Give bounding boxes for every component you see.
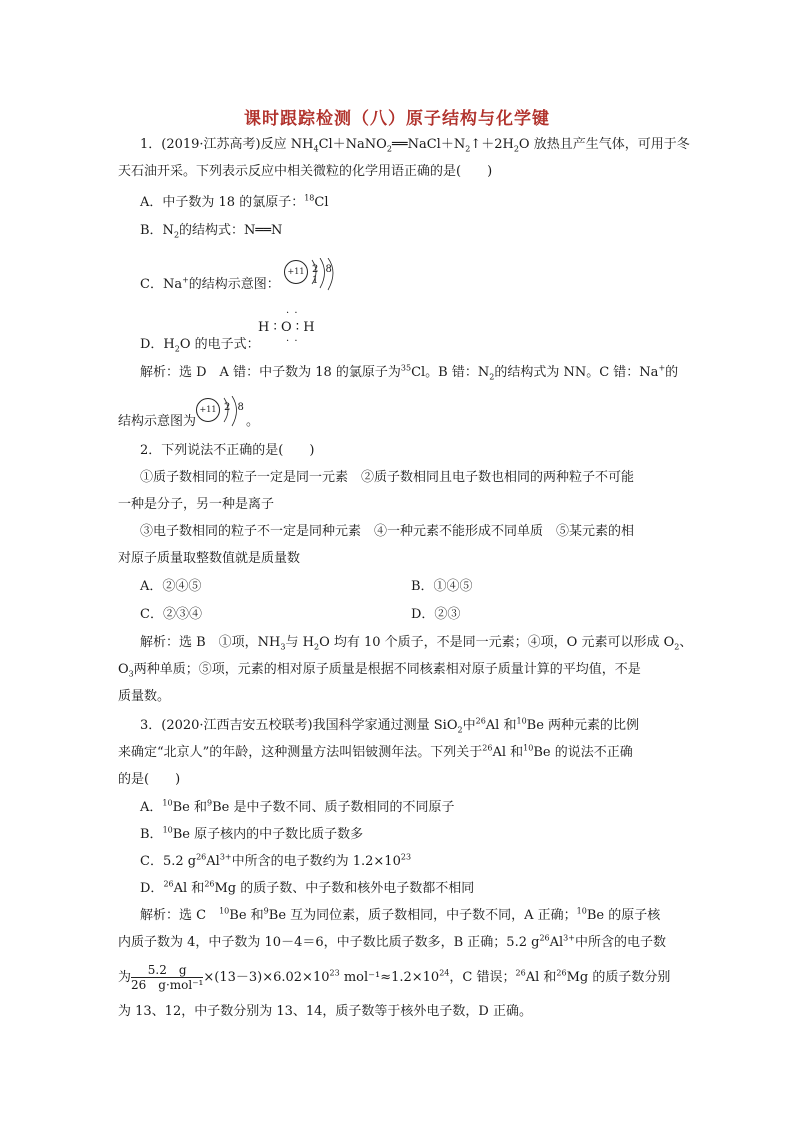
q1-stem-line2: 天石油开采。下列表示反应中相关微粒的化学用语正确的是( ) <box>118 164 493 179</box>
h2o-electron-formula: · · H ∶ O ∶ H · · <box>258 308 315 347</box>
q2-stem: 2．下列说法不正确的是( ) <box>140 443 315 458</box>
q2-statement-1: ①质子数相同的粒子一定是同一元素 ②质子数相同且电子数也相同的两种粒子不可能 <box>140 470 635 485</box>
q1-analysis-line2: 结构示意图为 <box>118 414 197 429</box>
q1-option-b: B．$N_2$的结构式：N══N <box>140 223 283 240</box>
q3-option-c: C．5.2 $g^{26}Al^{3+}$中所含的电子数约为 $1.2\times 10^{23}$ <box>140 852 412 869</box>
q2-statement-2: 一种是分子，另一种是离子 <box>118 497 275 512</box>
electron-shells-icon <box>196 396 252 432</box>
q1-option-c: C．Na+的结构示意图： <box>140 275 280 292</box>
mass-fraction: $\frac{5.2 g}{\text{26 g·mol⁻¹}}$ <box>131 963 204 992</box>
q2-analysis-line2: $O_3$两种单质；⑤项，元素的相对原子质量是根据不同核素相对原子质量计算的平均值，不是 <box>118 662 641 679</box>
q3-analysis-line4: 为 13、12，中子数分别为 13、14，质子数等于核外电子数，D 正确。 <box>118 1004 532 1019</box>
page-title: 课时跟踪检测（八）原子结构与化学键 <box>244 109 550 129</box>
q1-option-d: D．$H_2O$ 的电子式： <box>140 337 260 354</box>
q2-option-d: D．②③ <box>411 607 461 622</box>
q2-option-a: A．②④⑤ <box>140 579 202 594</box>
q1-stem-line1: 1．(2019·江苏高考)反应 $NH_4Cl+NaNO_2══NaCl+N_2↑+2H_2O$ 放热且产生气体，可用于冬 <box>140 137 690 154</box>
q2-statement-3: ③电子数相同的粒子不一定是同种元素 ④一种元素不能形成不同单质 ⑤某元素的相 <box>140 524 635 539</box>
q2-analysis-line3: 质量数。 <box>118 689 171 704</box>
q1-option-a: A．中子数为 18 的氯原子：$^{18}$Cl <box>140 193 329 210</box>
q3-stem-line3: 的是( ) <box>118 772 181 787</box>
q1-analysis-end: 。 <box>246 414 260 429</box>
q2-statement-4: 对原子质量取整数值就是质量数 <box>118 551 301 566</box>
q3-analysis-line2: 内质子数为 4，中子数为 10－4＝6，中子数比质子数多，B 正确；5.2 $g^{26}Al^{3+}$中所含的电子数 <box>118 933 666 950</box>
q2-option-b: B．①④⑤ <box>411 579 473 594</box>
electron-shells-icon <box>284 258 344 298</box>
q3-option-a: A．$^{10}$Be 和$^9$Be 是中子数不同、质子数相同的不同原子 <box>140 798 455 815</box>
q3-analysis-line1: 解析：选 C $^{10}$Be 和$^9$Be 互为同位素，质子数相同，中子数不同，A 正确；$^{10}$Be 的原子核 <box>140 906 661 923</box>
q2-analysis-line1: 解析：选 B ①项，$NH_3$与 $H_2O$ 均有 10 个质子，不是同一元素；④项，O 元素可以形成 $O_2$、 <box>140 635 693 652</box>
q3-option-d: D．$^{26}$Al 和$^{26}$Mg 的质子数、中子数和核外电子数都不相同 <box>140 879 475 896</box>
na-ion-structure-diagram: +11 2 8 1 <box>284 258 344 298</box>
q3-stem-line2: 来确定“北京人”的年龄，这种测量方法叫铝铍测年法。下列关于$^{26}$Al 和$^{10}$Be 的说法不正确 <box>118 743 633 760</box>
q3-stem-line1: 3．(2020·江西吉安五校联考)我国科学家通过测量 SiO$_2$中$^{26}$Al 和$^{10}$Be 两种元素的比例 <box>140 716 640 735</box>
q3-option-b: B．$^{10}$Be 原子核内的中子数比质子数多 <box>140 825 364 842</box>
q1-analysis-line1: 解析：选 D A 错：中子数为 18 的氯原子为$^{35}$Cl。B 错：$N_2$的结构式为 NN。C 错：Na+的 <box>140 363 679 382</box>
q2-option-c: C．②③④ <box>140 607 202 622</box>
q3-analysis-line3: 为 $\frac{5.2 g}{\text{26 g·mol⁻¹}}$ $\times(13-3)\times 6.02\times 10^{23}$ $mol^{-1}\approx 1.2\times 10^{24}$，C 错误；$^{26}$Al 和$^{26}$Mg 的质子数分别 <box>118 963 671 992</box>
na-ion-structure-diagram-answer: +11 2 8 <box>196 396 252 432</box>
